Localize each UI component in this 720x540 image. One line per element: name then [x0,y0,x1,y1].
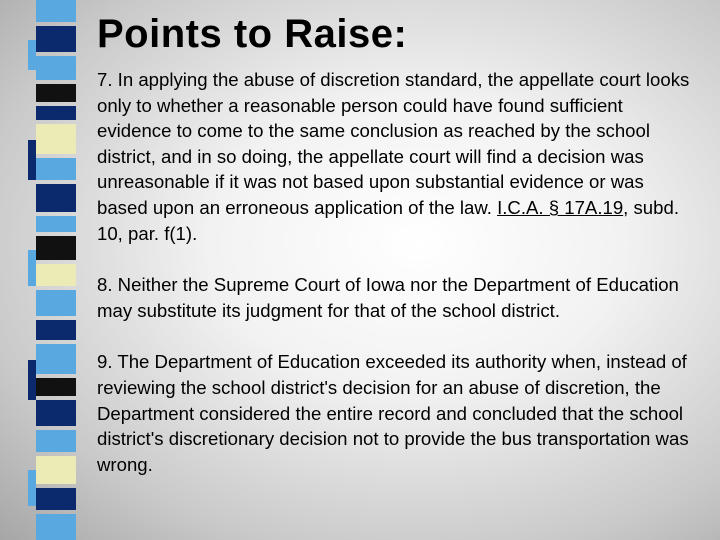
stripe-block [36,236,76,260]
decorative-stripe-bar [0,0,80,540]
citation-link[interactable]: I.C.A. § 17A.19 [497,196,624,218]
stripe-block [36,158,76,180]
stripe-block [36,514,76,540]
stripe-block [36,488,76,510]
slide-body [97,67,697,503]
stripe-block [36,0,76,22]
stripe-thin [28,470,36,506]
stripe-block [36,378,76,396]
point-7-text: 7. In applying the abuse of discretion standard, the appellate court looks only to whether a reasonable person could have found sufficient evidence to come to the same conclusion as reached by the school district, and in so doing, the appellate court will find a decision was unreasonable if it was not based upon substantial evidence or was based upon an erroneous application of the law. [97,69,690,218]
stripe-block [36,320,76,340]
stripe-block [36,456,76,484]
stripe-thin [28,360,36,400]
stripe-block [36,56,76,80]
stripe-block [36,26,76,52]
stripe-block [36,400,76,426]
stripe-block [36,290,76,316]
point-7-text-end: , subd. 10, par. f(1). [97,196,679,244]
stripe-thin [28,140,36,180]
stripe-block [36,184,76,212]
stripe-thin [28,40,36,70]
stripe-block [36,264,76,286]
stripe-block [36,84,76,102]
stripe-block [36,216,76,232]
point-7 [97,67,697,246]
point-8: 8. Neither the Supreme Court of Iowa nor the Department of Education may substitute its judgment for that of the school district. [97,274,679,321]
stripe-thin [28,250,36,286]
slide-title: Points to Raise: [97,12,408,56]
stripe-block [36,344,76,374]
stripe-block [36,124,76,154]
stripe-block [36,106,76,120]
point-9: 9. The Department of Education exceeded its authority when, instead of reviewing the school district's decision for an abuse of discretion, the Department considered the entire record and concluded that the school district's discretionary decision not to provide the bus transportation was wrong. [97,351,689,475]
stripe-block [36,430,76,452]
